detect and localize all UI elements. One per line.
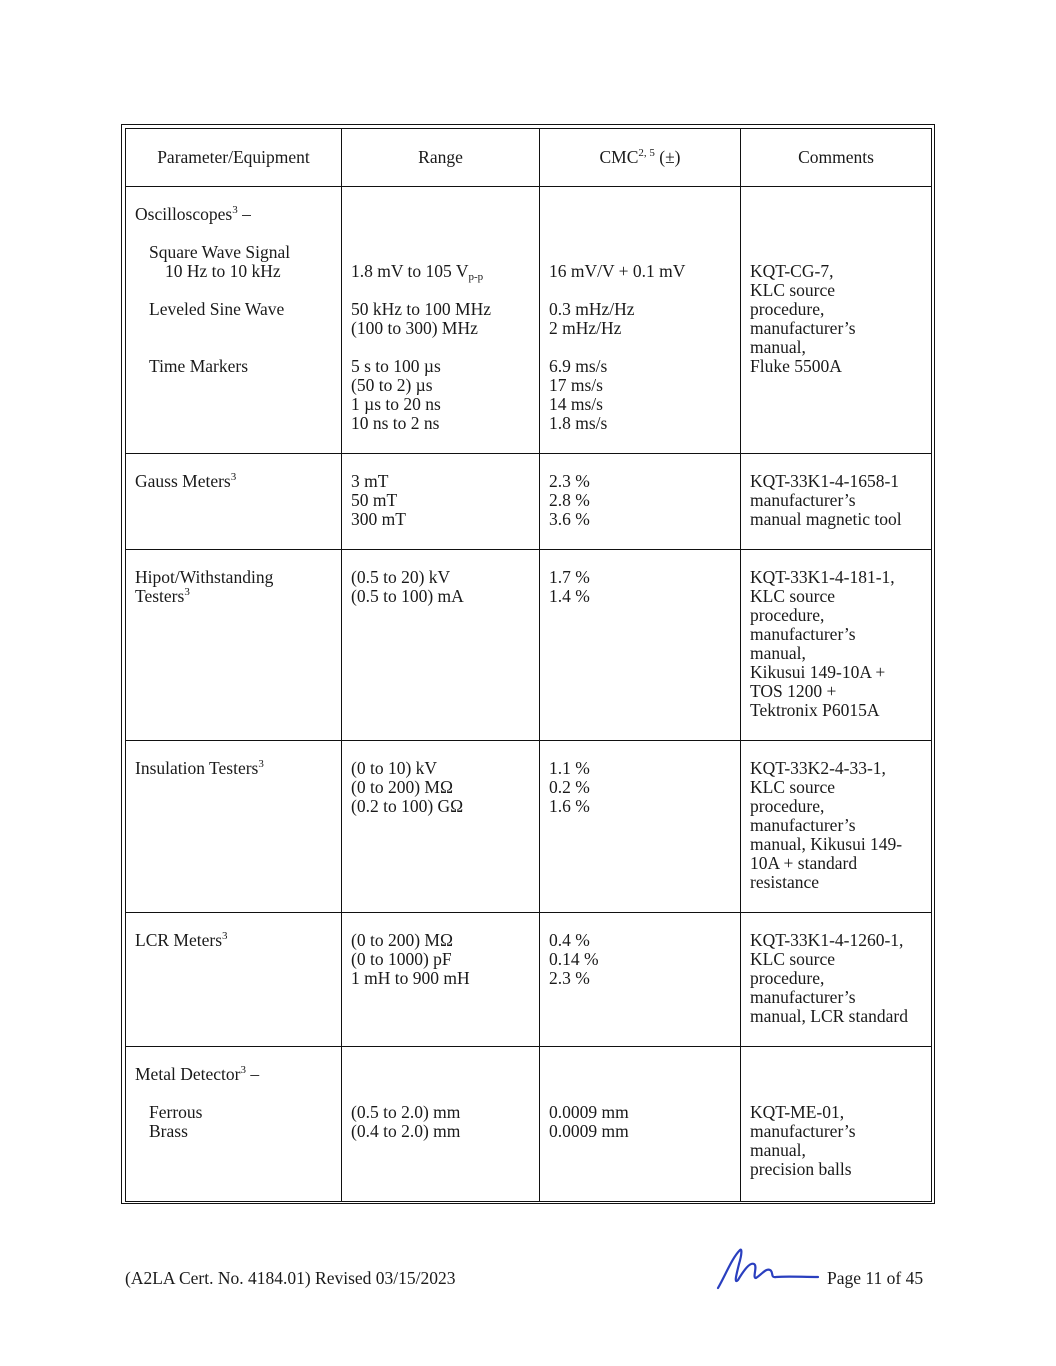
table-row (126, 1047, 932, 1202)
header-parameter: Parameter/Equipment (126, 129, 342, 187)
cmc-cell: 1.7 % 1.4 % (540, 550, 741, 741)
comments-cell: KQT-33K2-4-33-1, KLC source procedure, manufacturer’s manual, Kikusui 149- 10A + standard resistance (741, 741, 932, 913)
param-cell: Hipot/Withstanding Testers$^3$ (126, 550, 342, 741)
signature-mark (712, 1244, 820, 1292)
cmc-cell: 2.3 % 2.8 % 3.6 % (540, 454, 741, 550)
param-cell: Insulation Testers$^3$ (126, 741, 342, 913)
param-cell: Oscilloscopes$^3$ – Square Wave Signal 10 Hz to 10 kHz Leveled Sine Wave Time Markers (126, 187, 342, 454)
table-row (126, 741, 932, 913)
footer-cert-revision: (A2LA Cert. No. 4184.01) Revised 03/15/2023 (125, 1268, 456, 1288)
comments-cell: KQT-ME-01, manufacturer’s manual, precision balls (741, 1047, 932, 1202)
range-cell: (0 to 200) MΩ (0 to 1000) pF 1 mH to 900 mH (342, 913, 540, 1047)
cmc-cell: 16 mV/V + 0.1 mV 0.3 mHz/Hz 2 mHz/Hz 6.9 ms/s 17 ms/s 14 ms/s 1.8 ms/s (540, 187, 741, 454)
table-row (126, 550, 932, 741)
comments-cell: KQT-33K1-4-1260-1, KLC source procedure, manufacturer’s manual, LCR standard (741, 913, 932, 1047)
cmc-cell: 0.0009 mm 0.0009 mm (540, 1047, 741, 1202)
header-cmc: CMC$^{2, 5}$ (±) (540, 129, 741, 187)
table-row (126, 913, 932, 1047)
param-cell: Gauss Meters$^3$ (126, 454, 342, 550)
comments-cell: KQT-CG-7, KLC source procedure, manufacturer’s manual, Fluke 5500A (741, 187, 932, 454)
param-cell: LCR Meters$^3$ (126, 913, 342, 1047)
range-cell: 3 mT 50 mT 300 mT (342, 454, 540, 550)
cmc-cell: 1.1 % 0.2 % 1.6 % (540, 741, 741, 913)
table-header-row (126, 129, 932, 187)
table-row (126, 187, 932, 454)
range-cell: (0 to 10) kV (0 to 200) MΩ (0.2 to 100) GΩ (342, 741, 540, 913)
comments-cell: KQT-33K1-4-1658-1 manufacturer’s manual magnetic tool (741, 454, 932, 550)
header-range: Range (342, 129, 540, 187)
table-row (126, 454, 932, 550)
calibration-table (125, 128, 932, 1202)
range-cell: 1.8 mV to 105 $V_{p-p}$ 50 kHz to 100 MHz (100 to 300) MHz 5 s to 100 µs (50 to 2) µs 1 µs to 20 ns 10 ns to 2 ns (342, 187, 540, 454)
comments-cell: KQT-33K1-4-181-1, KLC source procedure, manufacturer’s manual, Kikusui 149-10A + TOS 1200 + Tektronix P6015A (741, 550, 932, 741)
range-cell: (0.5 to 20) kV (0.5 to 100) mA (342, 550, 540, 741)
cmc-cell: 0.4 % 0.14 % 2.3 % (540, 913, 741, 1047)
header-comments: Comments (741, 129, 932, 187)
range-cell: (0.5 to 2.0) mm (0.4 to 2.0) mm (342, 1047, 540, 1202)
footer-page-number: Page 11 of 45 (827, 1268, 924, 1288)
param-cell: Metal Detector$^3$ – Ferrous Brass (126, 1047, 342, 1202)
